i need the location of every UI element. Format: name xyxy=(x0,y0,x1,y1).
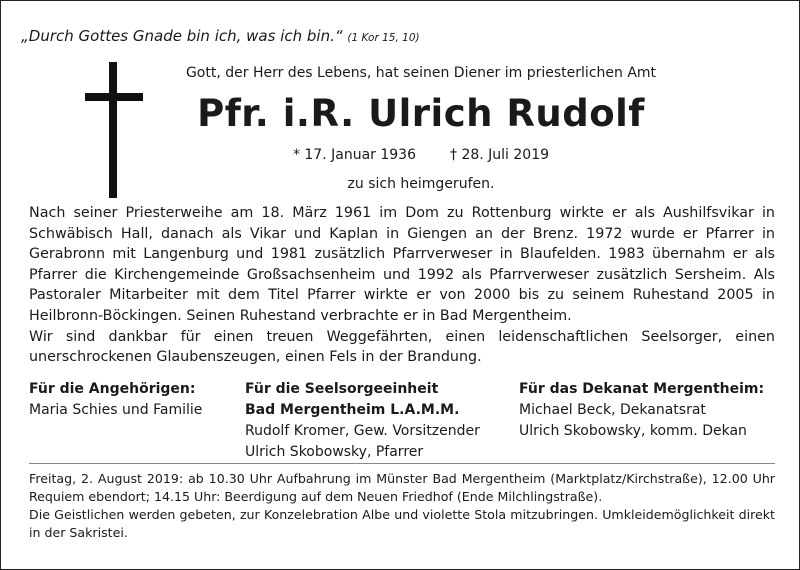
intro-line: Gott, der Herr des Lebens, hat seinen Diener im priesterlichen Amt xyxy=(185,65,657,81)
quote-reference: (1 Kor 15, 10) xyxy=(347,32,420,44)
signatory-heading: Für das Dekanat Mergentheim: xyxy=(519,381,765,397)
signatory-line: Maria Schies und Familie xyxy=(29,402,203,418)
signatory-parish-unit xyxy=(245,379,480,463)
biography-paragraph: Wir sind dankbar für einen treuen Weggefährten, einen leidenschaftlichen Seelsorger, einen unerschrockenen Glaubenszeugen, einen Fels in der Brandung. xyxy=(29,328,775,366)
biography-paragraph: Nach seiner Priesterweihe am 18. März 1961 im Dom zu Rottenburg wirkte er als Aushilfsvikar in Schwäbisch Hall, danach als Vikar und Kaplan in Giengen an der Brenz. 1972 wurde er Pfarrer in Gerabronn mit Langenburg und 1981 zusätzlich Pfarrverweser in Blaufelden. 1983 übernahm er als Pfarrer die Kirchengemeinde Großsachsenheim und 1992 als Pfarrverweser zusätzlich Sersheim. Als Pastoraler Mitarbeiter mit dem Titel Pfarrer wirkte er von 2000 bis zu seinem Ruhestand 2005 in Heilbronn-Böckingen. Seinen Ruhestand verbrachte er in Bad Mergentheim. xyxy=(29,205,775,324)
signatory-line: Michael Beck, Dekanatsrat xyxy=(519,402,706,418)
signatory-family xyxy=(29,379,202,421)
signatory-heading-line2: Bad Mergentheim L.A.M.M. xyxy=(245,402,460,418)
signatory-deanery xyxy=(519,379,764,442)
divider xyxy=(29,463,775,464)
birth-date: * 17. Januar 1936 xyxy=(292,147,416,163)
funeral-notice xyxy=(29,470,775,542)
clergy-note: Die Geistlichen werden gebeten, zur Konzelebration Albe und violette Stola mitzubringen. Umkleidemöglichkeit direkt in der Sakristei. xyxy=(29,507,775,540)
life-dates xyxy=(171,147,671,163)
called-home-line: zu sich heimgerufen. xyxy=(347,176,495,192)
signatory-line: Rudolf Kromer, Gew. Vorsitzender xyxy=(245,423,480,439)
biography xyxy=(29,203,775,368)
signatory-heading: Für die Seelsorgeeinheit xyxy=(245,381,439,397)
death-date: † 28. Juli 2019 xyxy=(450,147,550,163)
deceased-name: Pfr. i.R. Ulrich Rudolf xyxy=(197,92,645,135)
quote-text: „Durch Gottes Gnade bin ich, was ich bin.“ xyxy=(21,27,343,45)
signatory-line: Ulrich Skobowsky, Pfarrer xyxy=(245,444,424,460)
signatory-line: Ulrich Skobowsky, komm. Dekan xyxy=(519,423,747,439)
cross-icon xyxy=(85,62,143,198)
funeral-schedule: Freitag, 2. August 2019: ab 10.30 Uhr Aufbahrung im Münster Bad Mergentheim (Marktplatz/Kirchstraße), 12.00 Uhr Requiem ebendort; 14.15 Uhr: Beerdigung auf dem Neuen Friedhof (Ende Milchlingstraße). xyxy=(29,471,775,504)
signatory-heading: Für die Angehörigen: xyxy=(29,381,196,397)
bible-quote xyxy=(21,27,420,45)
